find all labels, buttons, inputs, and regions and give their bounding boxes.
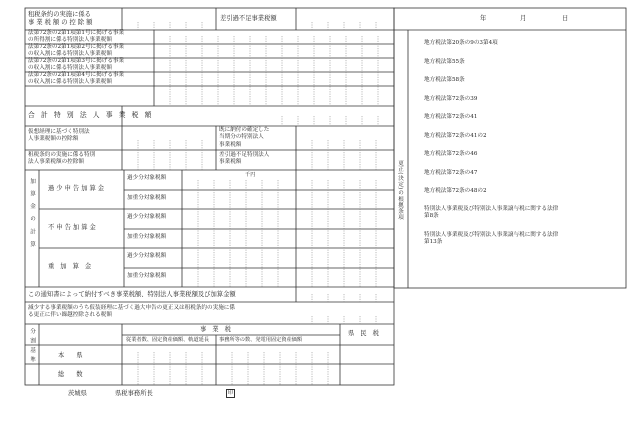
row-sozei-label: 租税条約の実施に係る特別 法人事業税額の控除額 [28,152,96,166]
kashou-label: 過 少 申 告 加 算 金 [48,185,105,192]
juka-label: 重 加 算 金 [48,263,92,270]
row-kasou-label: 仮想経理に基づく特別法 人事業税額の控除額 [28,129,90,143]
row-sashihiki-label: 差引過不足特別法人 事業税額 [219,152,270,166]
basis-item-7: 地方税法第72条の46 [424,151,478,157]
sub-juka-1: 過少分対象税額 [127,253,167,259]
genshou-label: 減少する事業税額のうち仮装経理に基づく過大申告の更正又は租税条約の実施に係 る更正に伴い繰越控除される税額 [28,305,235,319]
basis-item-10: 特別法人事業税及び特別法人事業譲与税に関する法律 第8条 [424,206,559,220]
basis-item-11: 特別法人事業税及び特別法人事業譲与税に関する法律 第13条 [424,232,559,246]
basis-item-2: 地方税法第55条 [424,59,465,65]
sub-kashou-2: 加重分対象税額 [127,195,167,201]
basis-item-1: 地方税法第20条の9の3第4項 [424,40,498,46]
date-day: 日 [562,15,569,22]
sub-juka-2: 加重分対象税額 [127,273,167,279]
honken-label: 本 県 [58,352,83,359]
seal-mark: 印 [227,390,234,396]
row-total-label: 合 計 特 別 法 人 事 業 税 額 [28,111,154,119]
sub-fushin-2: 加重分対象税額 [127,234,167,240]
basis-item-4: 地方税法第72条の39 [424,96,478,102]
office-chief-title: 県税事務所長 [115,390,153,397]
basis-item-9: 地方税法第72条の48の2 [424,188,487,194]
basis-vertical-label: 更正(決定)の根拠条項 [397,160,403,221]
sub-fushin-1: 過少分対象税額 [127,214,167,220]
kenminzei-label: 県 民 税 [348,330,379,337]
date-year: 年 [480,15,487,22]
date-month: 月 [520,15,527,22]
basis-item-5: 地方税法第72条の41 [424,114,478,120]
row-sozei-jigyou-label: 租税条約の実施に係る 事 業 税 額 の 控 除 額 [28,11,93,26]
row-ss3-label: 法第72条の2第1項第3号に掲げる事業 の収入割に係る特別法人事業税額 [28,58,125,72]
row-ss4-label: 法第72条の2第1項第4号に掲げる事業 の収入割に係る特別法人事業税額 [28,72,125,86]
row-hikisugi-label: 差引過不足事業税額 [220,15,277,22]
col-a-label: 従業者数、固定資産価額、軌道延長 [126,337,210,343]
jigyouzei-label: 事 業 税 [200,326,231,333]
sousu-label: 総 数 [58,371,83,378]
row-ss2-label: 法第72条の2第1項第2号に掲げる事業 の収入割に係る特別法人事業税額 [28,44,125,58]
row-ss1-label: 法第72条の2第1項第1号に掲げる事業 の所得割に係る特別法人事業税額 [28,30,125,44]
basis-item-3: 地方税法第58条 [424,77,465,83]
bunkatsu-label: 分割基準 [29,328,35,367]
basis-item-8: 地方税法第72条の47 [424,170,478,176]
kasan-section-label: 加算金の計算 [29,178,35,254]
unit-senen: 千円 [245,172,256,178]
basis-item-6: 地方税法第72条の41の2 [424,133,487,139]
col-b-label: 事務所等の数、発電用固定資産価額 [219,337,303,343]
notice-label: この通知書によって納付すべき事業税額、特別法人事業税額及び加算金額 [28,291,236,298]
sub-kashou-1: 過少分対象税額 [127,175,167,181]
prefecture-name: 茨城県 [68,390,87,397]
fushinkoku-label: 不 申 告 加 算 金 [48,224,96,231]
row-kinou-label: 既に納付の確定した 当期分の特別法人 事業税額 [219,127,270,148]
